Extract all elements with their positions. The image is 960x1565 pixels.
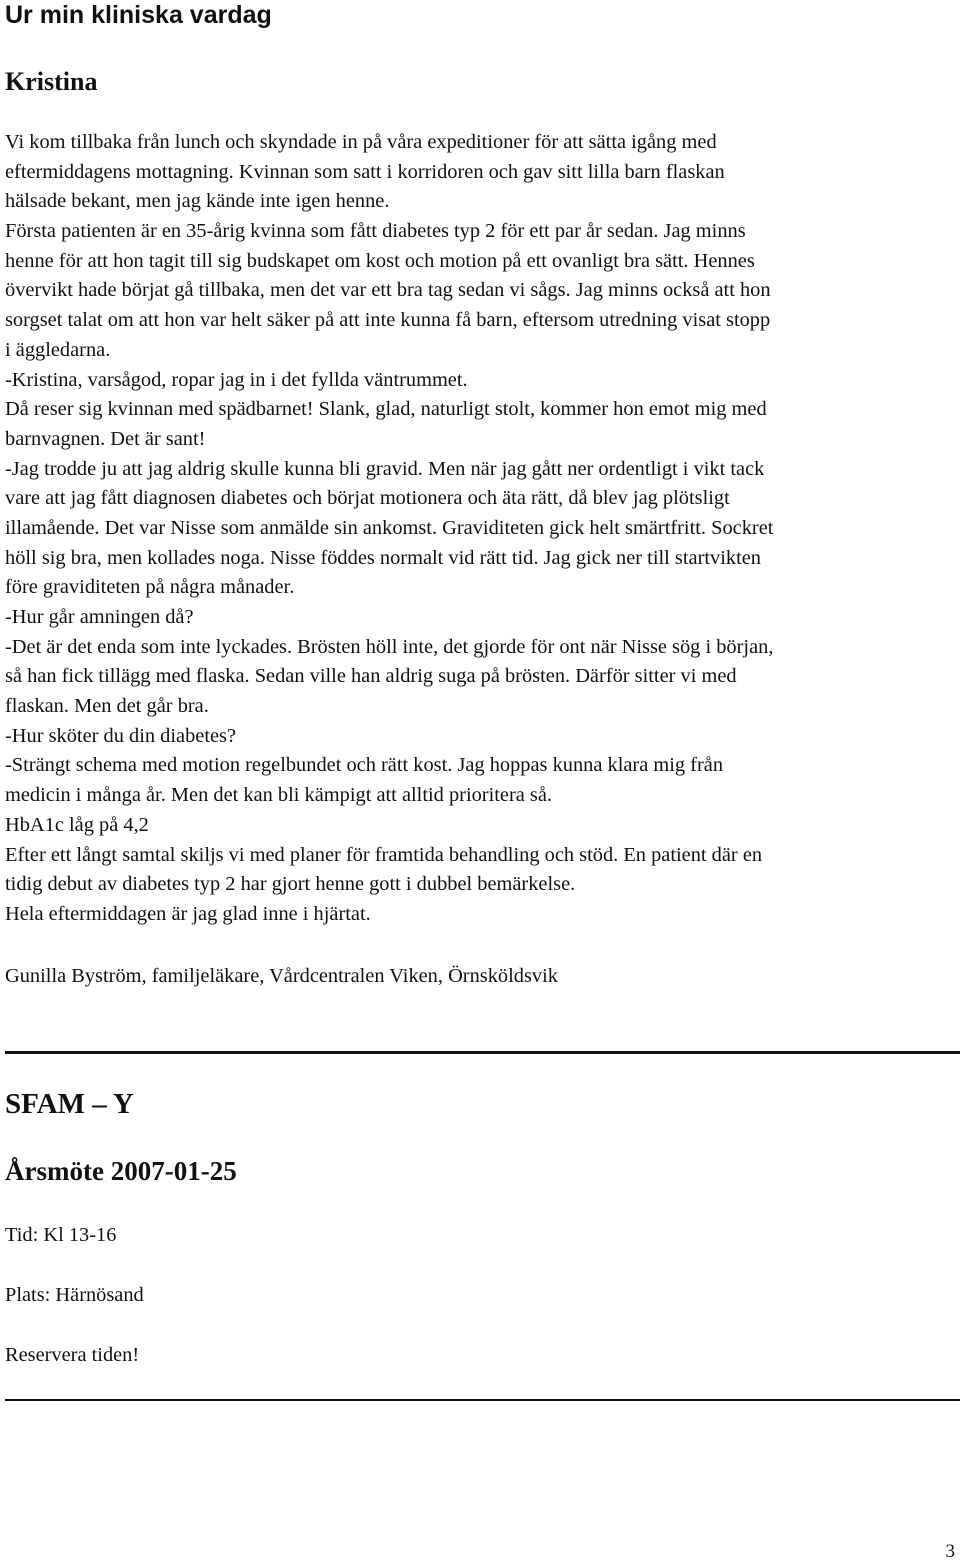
announcement-subtitle: Årsmöte 2007-01-25 bbox=[5, 1156, 237, 1186]
story-line: -Det är det enda som inte lyckades. Brösten höll inte, det gjorde för ont när Nisse sög i början, bbox=[5, 635, 774, 658]
author-signature: Gunilla Byström, familjeläkare, Vårdcentralen Viken, Örnsköldsvik bbox=[5, 965, 558, 987]
announcement-divider bbox=[5, 1399, 960, 1401]
story-line: Hela eftermiddagen är jag glad inne i hjärtat. bbox=[5, 902, 371, 925]
story-line: eftermiddagens mottagning. Kvinnan som satt i korridoren och gav sitt lilla barn flaskan bbox=[5, 160, 725, 183]
story-line: -Hur går amningen då? bbox=[5, 606, 194, 628]
story-line: före graviditeten på några månader. bbox=[5, 576, 295, 599]
story-line: HbA1c låg på 4,2 bbox=[5, 813, 149, 836]
story-line: så han fick tillägg med flaska. Sedan ville han aldrig suga på brösten. Därför sitter vi med bbox=[5, 665, 737, 688]
story-line: -Jag trodde ju att jag aldrig skulle kunna bli gravid. Men när jag gått ner ordentligt i vikt tack bbox=[5, 457, 765, 480]
announcement-place: Plats: Härnösand bbox=[5, 1284, 144, 1306]
story-line: Vi kom tillbaka från lunch och skyndade in på våra expeditioner för att sätta igång med bbox=[5, 131, 717, 153]
story-line: hälsade bekant, men jag kände inte igen henne. bbox=[5, 190, 390, 213]
announcement-reserve: Reservera tiden! bbox=[5, 1344, 140, 1366]
story-line: Första patienten är en 35-årig kvinna som fått diabetes typ 2 för ett par år sedan. Jag minns bbox=[5, 220, 746, 243]
page-number: 3 bbox=[945, 1541, 955, 1562]
story-line: vare att jag fått diagnosen diabetes och börjat motionera och äta rätt, då blev jag plötsligt bbox=[5, 487, 730, 510]
story-line: höll sig bra, men kollades noga. Nisse föddes normalt vid rätt tid. Jag gick ner till startvikten bbox=[5, 546, 762, 569]
story-line: medicin i många år. Men det kan bli kämpigt att alltid prioritera så. bbox=[5, 784, 552, 807]
story-line: henne för att hon tagit till sig budskapet om kost och motion på ett ovanligt bra sätt. Hennes bbox=[5, 249, 755, 272]
story-line: -Hur sköter du din diabetes? bbox=[5, 724, 237, 747]
story-title: Kristina bbox=[5, 67, 98, 96]
story-line: illamående. Det var Nisse som anmälde sin ankomst. Graviditeten gick helt smärtfritt. Sockret bbox=[5, 516, 774, 539]
story-line: Efter ett långt samtal skiljs vi med planer för framtida behandling och stöd. En patient där en bbox=[5, 843, 763, 866]
story-line: flaskan. Men det går bra. bbox=[5, 695, 209, 718]
story-line: barnvagnen. Det är sant! bbox=[5, 427, 206, 450]
announcement-time: Tid: Kl 13-16 bbox=[5, 1224, 117, 1246]
story-line: övervikt hade börjat gå tillbaka, men det var ett bra tag sedan vi sågs. Jag minns också att hon bbox=[5, 279, 771, 302]
story-line: -Strängt schema med motion regelbundet och rätt kost. Jag hoppas kunna klara mig från bbox=[5, 754, 724, 777]
section-title: Ur min kliniska vardag bbox=[5, 1, 272, 29]
story-line: Då reser sig kvinnan med spädbarnet! Slank, glad, naturligt stolt, kommer hon emot mig med bbox=[5, 398, 767, 421]
story-body bbox=[5, 128, 955, 930]
announcement-title: SFAM – Y bbox=[5, 1088, 134, 1120]
story-line: i äggledarna. bbox=[5, 338, 111, 361]
story-line: sorgset talat om att hon var helt säker på att inte kunna få barn, eftersom utredning visat stopp bbox=[5, 309, 771, 332]
story-line: tidig debut av diabetes typ 2 har gjort henne gott i dubbel bemärkelse. bbox=[5, 873, 576, 896]
section-divider bbox=[5, 1051, 960, 1054]
story-line: -Kristina, varsågod, ropar jag in i det fyllda väntrummet. bbox=[5, 368, 468, 391]
